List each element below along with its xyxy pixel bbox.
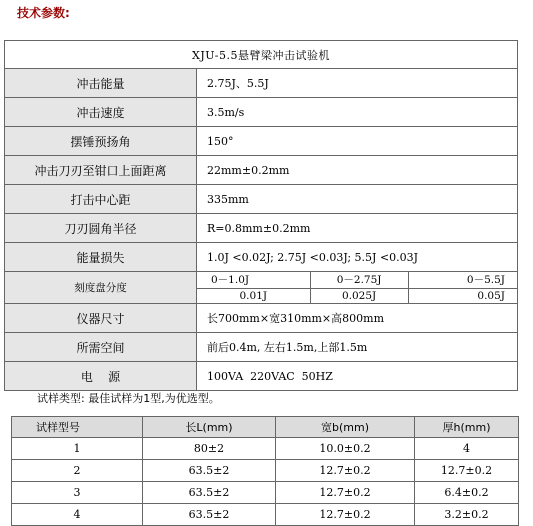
spec-row <box>5 185 518 214</box>
spec-label: 摆锤预扬角 <box>5 127 197 156</box>
table-cell: 12.7±0.2 <box>276 482 415 504</box>
table-row <box>12 504 519 526</box>
table-cell: 12.7±0.2 <box>415 460 519 482</box>
spec-row <box>5 98 518 127</box>
spec-row <box>5 69 518 98</box>
spec-value: 2.75J、5.5J <box>197 69 518 98</box>
column-header: 厚h(mm) <box>415 417 519 438</box>
spec-table-title: XJU-5.5悬臂梁冲击试验机 <box>5 41 518 69</box>
spec-value: 长700mm×宽310mm×高800mm <box>197 304 518 333</box>
spec-label: 能量损失 <box>5 243 197 272</box>
table-cell: 3.2±0.2 <box>415 504 519 526</box>
table-row <box>12 438 519 460</box>
table-cell: 63.5±2 <box>143 460 276 482</box>
spec-label: 刻度盘分度 <box>5 272 197 304</box>
table-cell: 80±2 <box>143 438 276 460</box>
table-cell: 12.7±0.2 <box>276 460 415 482</box>
table-cell: 3 <box>12 482 143 504</box>
spec-row <box>5 362 518 391</box>
spec-row <box>5 304 518 333</box>
spec-row <box>5 333 518 362</box>
spec-label: 打击中心距 <box>5 185 197 214</box>
table-cell: 63.5±2 <box>143 504 276 526</box>
dial-range-row <box>5 272 518 289</box>
spec-table <box>4 40 518 391</box>
spec-label: 冲击能量 <box>5 69 197 98</box>
column-header: 试样型号 <box>12 417 143 438</box>
table-cell: 10.0±0.2 <box>276 438 415 460</box>
spec-value: R=0.8mm±0.2mm <box>197 214 518 243</box>
table-row <box>12 482 519 504</box>
sample-type-note: 试样类型: 最佳试样为1型,为优选型。 <box>37 392 220 405</box>
column-header: 长L(mm) <box>143 417 276 438</box>
dial-division: 0.025J <box>310 288 408 303</box>
spec-label: 电 源 <box>5 362 197 391</box>
dial-range: 0－2.75J <box>310 272 408 289</box>
section-heading: 技术参数: <box>17 6 70 20</box>
table-cell: 63.5±2 <box>143 482 276 504</box>
table-cell: 6.4±0.2 <box>415 482 519 504</box>
spec-label: 仪器尺寸 <box>5 304 197 333</box>
spec-label: 冲击刀刃至钳口上面距离 <box>5 156 197 185</box>
dial-division: 0.01J <box>197 288 311 303</box>
table-cell: 1 <box>12 438 143 460</box>
spec-value: 1.0J <0.02J; 2.75J <0.03J; 5.5J <0.03J <box>197 243 518 272</box>
spec-value: 150° <box>197 127 518 156</box>
spec-row <box>5 243 518 272</box>
dial-division: 0.05J <box>408 288 517 303</box>
spec-label: 所需空间 <box>5 333 197 362</box>
spec-value: 22mm±0.2mm <box>197 156 518 185</box>
spec-row <box>5 156 518 185</box>
spec-value: 100VA 220VAC 50HZ <box>197 362 518 391</box>
dial-range: 0－5.5J <box>408 272 517 289</box>
table-cell: 12.7±0.2 <box>276 504 415 526</box>
table-row <box>12 460 519 482</box>
column-header: 宽b(mm) <box>276 417 415 438</box>
dial-range: 0－1.0J <box>197 272 311 289</box>
spec-row <box>5 127 518 156</box>
spec-value: 335mm <box>197 185 518 214</box>
table-cell: 4 <box>12 504 143 526</box>
spec-value: 3.5m/s <box>197 98 518 127</box>
table-cell: 2 <box>12 460 143 482</box>
spec-row <box>5 214 518 243</box>
spec-label: 冲击速度 <box>5 98 197 127</box>
spec-value: 前后0.4m, 左右1.5m,上部1.5m <box>197 333 518 362</box>
table-cell: 4 <box>415 438 519 460</box>
sample-table <box>11 416 519 526</box>
spec-label: 刀刃圆角半径 <box>5 214 197 243</box>
sample-header-row <box>12 417 519 438</box>
